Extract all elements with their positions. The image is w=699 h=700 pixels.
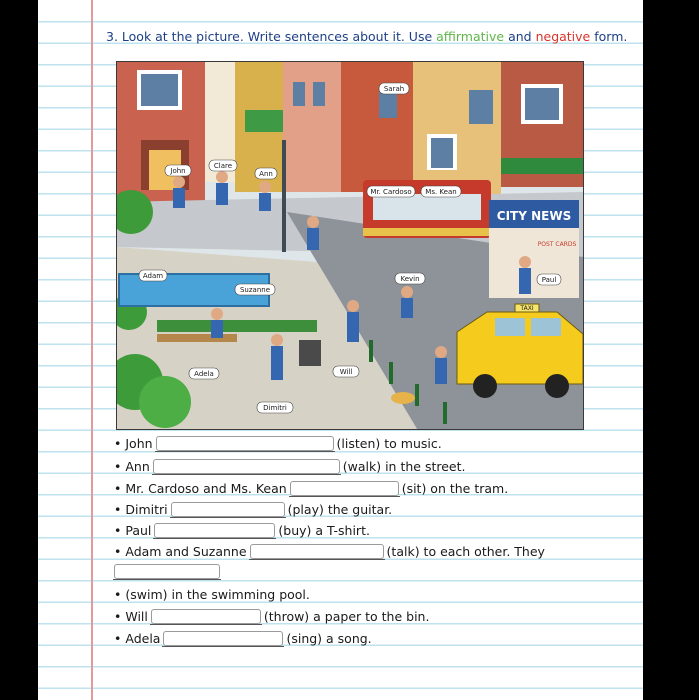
svg-text:Ms. Kean: Ms. Kean xyxy=(425,188,457,196)
negative-word: negative xyxy=(535,29,591,44)
label-paul xyxy=(537,274,561,285)
svg-text:John: John xyxy=(170,167,186,175)
answer-blank-9[interactable] xyxy=(163,631,283,646)
svg-text:Clare: Clare xyxy=(213,162,233,170)
svg-text:Mr. Cardoso: Mr. Cardoso xyxy=(370,188,412,196)
label-adam xyxy=(139,270,167,281)
label-suzanne xyxy=(235,284,275,295)
exercise-item-adam-suzanne: • Adam and Suzanne (talk) to each other. They xyxy=(114,544,545,559)
exercise-item-adela: • Adela (sing) a song. xyxy=(114,631,372,646)
worksheet-page xyxy=(38,0,643,700)
exercise-item-adam-suzanne-continued xyxy=(114,564,223,579)
label-clare xyxy=(209,160,237,171)
svg-text:Suzanne: Suzanne xyxy=(239,286,271,294)
answer-blank-8[interactable] xyxy=(151,609,261,624)
exercise-item-dimitri: • Dimitri (play) the guitar. xyxy=(114,502,393,517)
affirmative-word: affirmative xyxy=(436,29,505,44)
svg-text:Dimitri: Dimitri xyxy=(263,404,287,412)
exercise-item-will: • Will (throw) a paper to the bin. xyxy=(114,609,430,624)
margin-line xyxy=(91,0,93,700)
label-dimitri xyxy=(257,402,293,413)
exercise-instruction: 3. Look at the picture. Write sentences about it. Use affirmative and negative form. xyxy=(106,29,628,44)
label-adela xyxy=(189,368,219,379)
label-sarah xyxy=(379,83,409,94)
answer-blank-6[interactable] xyxy=(250,544,384,559)
label-post-cards: POST CARDS xyxy=(537,241,577,248)
svg-text:Adela: Adela xyxy=(194,370,214,378)
exercise-item-swim: • (swim) in the swimming pool. xyxy=(114,587,310,602)
answer-blank-2[interactable] xyxy=(153,459,340,474)
exercise-item-john: • John (listen) to music. xyxy=(114,436,442,451)
answer-blank-3[interactable] xyxy=(290,481,399,496)
exercise-item-ann: • Ann (walk) in the street. xyxy=(114,459,466,474)
answer-blank-4[interactable] xyxy=(171,502,285,517)
label-will xyxy=(333,366,359,377)
answer-blank-7[interactable] xyxy=(114,564,220,579)
label-city-news: CITY NEWS xyxy=(496,209,572,223)
answer-blank-1[interactable] xyxy=(156,436,334,451)
svg-text:Will: Will xyxy=(339,368,353,376)
answer-blank-5[interactable] xyxy=(154,523,275,538)
svg-text:Sarah: Sarah xyxy=(383,85,405,93)
label-john xyxy=(165,165,191,176)
exercise-item-paul: • Paul (buy) a T-shirt. xyxy=(114,523,370,538)
svg-text:Paul: Paul xyxy=(541,276,557,284)
label-kevin xyxy=(395,273,425,284)
exercise-item-cardoso-kean: • Mr. Cardoso and Ms. Kean (sit) on the tram. xyxy=(114,481,509,496)
svg-text:Adam: Adam xyxy=(142,272,164,280)
label-ann xyxy=(255,168,277,179)
svg-text:Ann: Ann xyxy=(259,170,273,178)
label-taxi: TAXI xyxy=(520,305,534,312)
label-mr-cardoso xyxy=(367,186,415,197)
street-scene-illustration xyxy=(116,61,584,430)
label-ms-kean xyxy=(421,186,461,197)
svg-text:Kevin: Kevin xyxy=(400,275,420,283)
